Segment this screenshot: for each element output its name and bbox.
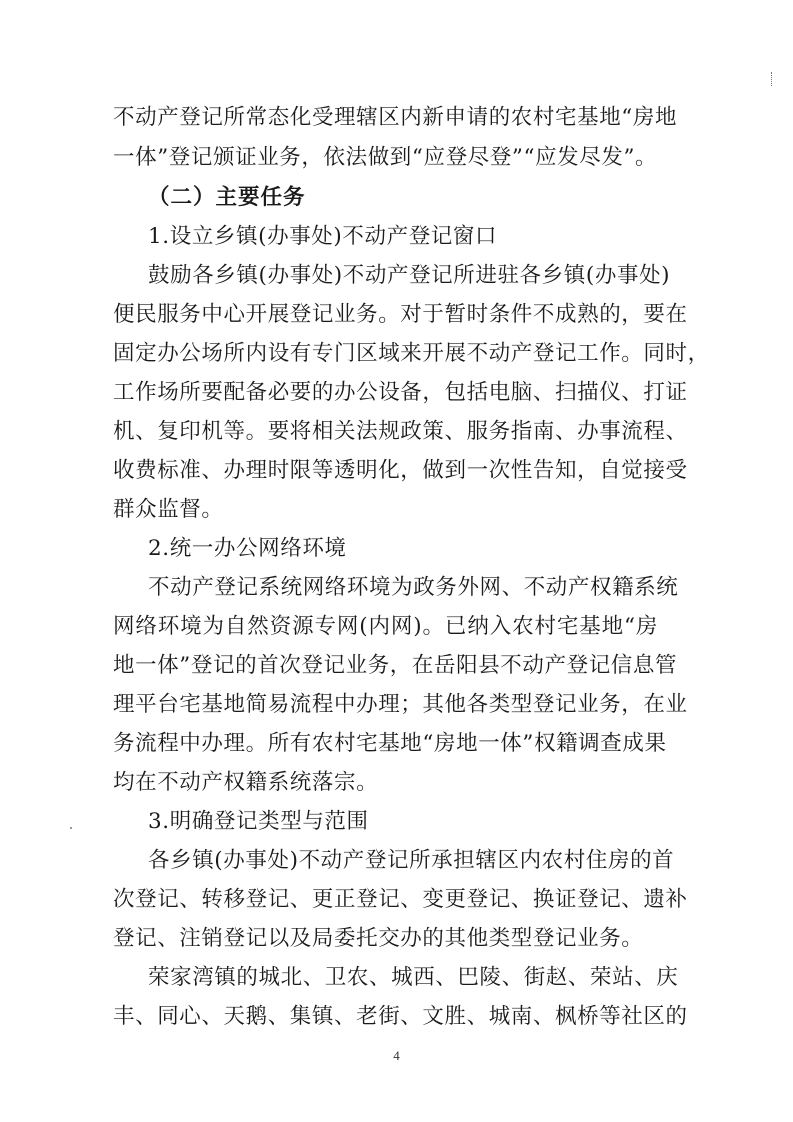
scan-dot xyxy=(70,827,72,829)
paragraph-line: 鼓励各乡镇(办事处)不动产登记所进驻各乡镇(办事处) xyxy=(148,263,671,288)
paragraph-line: 群众监督。 xyxy=(113,497,224,522)
scan-mark xyxy=(771,72,774,86)
subsection-title: 2.统一办公网络环境 xyxy=(148,536,347,561)
paragraph-line: 地一体”登记的首次登记业务，在岳阳县不动产登记信息管 xyxy=(113,653,678,678)
subsection-title: 1.设立乡镇(办事处)不动产登记窗口 xyxy=(148,224,498,249)
paragraph-line: 丰、同心、天鹅、集镇、老街、文胜、城南、枫桥等社区的 xyxy=(113,1004,688,1029)
paragraph-line: 一体”登记颁证业务，依法做到“应登尽登”“应发尽发”。 xyxy=(113,145,658,170)
paragraph-line: 荣家湾镇的城北、卫农、城西、巴陵、街赵、荣站、庆 xyxy=(148,965,679,990)
paragraph-line: 网络环境为自然资源专网(内网)。已纳入农村宅基地“房 xyxy=(113,614,658,639)
paragraph-line: 理平台宅基地简易流程中办理；其他各类型登记业务，在业 xyxy=(113,692,688,717)
paragraph-line: 收费标准、办理时限等透明化，做到一次性告知，自觉接受 xyxy=(113,458,688,483)
page-number: 4 xyxy=(393,1048,400,1063)
paragraph-line: 工作场所要配备必要的办公设备，包括电脑、扫描仪、打证 xyxy=(113,380,688,405)
paragraph-line: 次登记、转移登记、更正登记、变更登记、换证登记、遗补 xyxy=(113,887,688,912)
section-heading: （二）主要任务 xyxy=(148,185,306,210)
paragraph-line: 均在不动产权籍系统落宗。 xyxy=(113,770,379,795)
paragraph-line: 登记、注销登记以及局委托交办的其他类型登记业务。 xyxy=(113,926,644,951)
paragraph-line: 便民服务中心开展登记业务。对于暂时条件不成熟的，要在 xyxy=(113,302,688,327)
paragraph-line: 不动产登记所常态化受理辖区内新申请的农村宅基地“房地 xyxy=(113,105,678,130)
paragraph-line: 机、复印机等。要将相关法规政策、服务指南、办事流程、 xyxy=(113,419,688,444)
paragraph-line: 务流程中办理。所有农村宅基地“房地一体”权籍调查成果 xyxy=(113,731,667,756)
paragraph-line: 各乡镇(办事处)不动产登记所承担辖区内农村住房的首 xyxy=(148,848,675,873)
paragraph-line: 固定办公场所内设有专门区域来开展不动产登记工作。同时， xyxy=(113,341,710,366)
paragraph-line: 不动产登记系统网络环境为政务外网、不动产权籍系统 xyxy=(148,575,679,600)
subsection-title: 3.明确登记类型与范围 xyxy=(148,809,369,834)
